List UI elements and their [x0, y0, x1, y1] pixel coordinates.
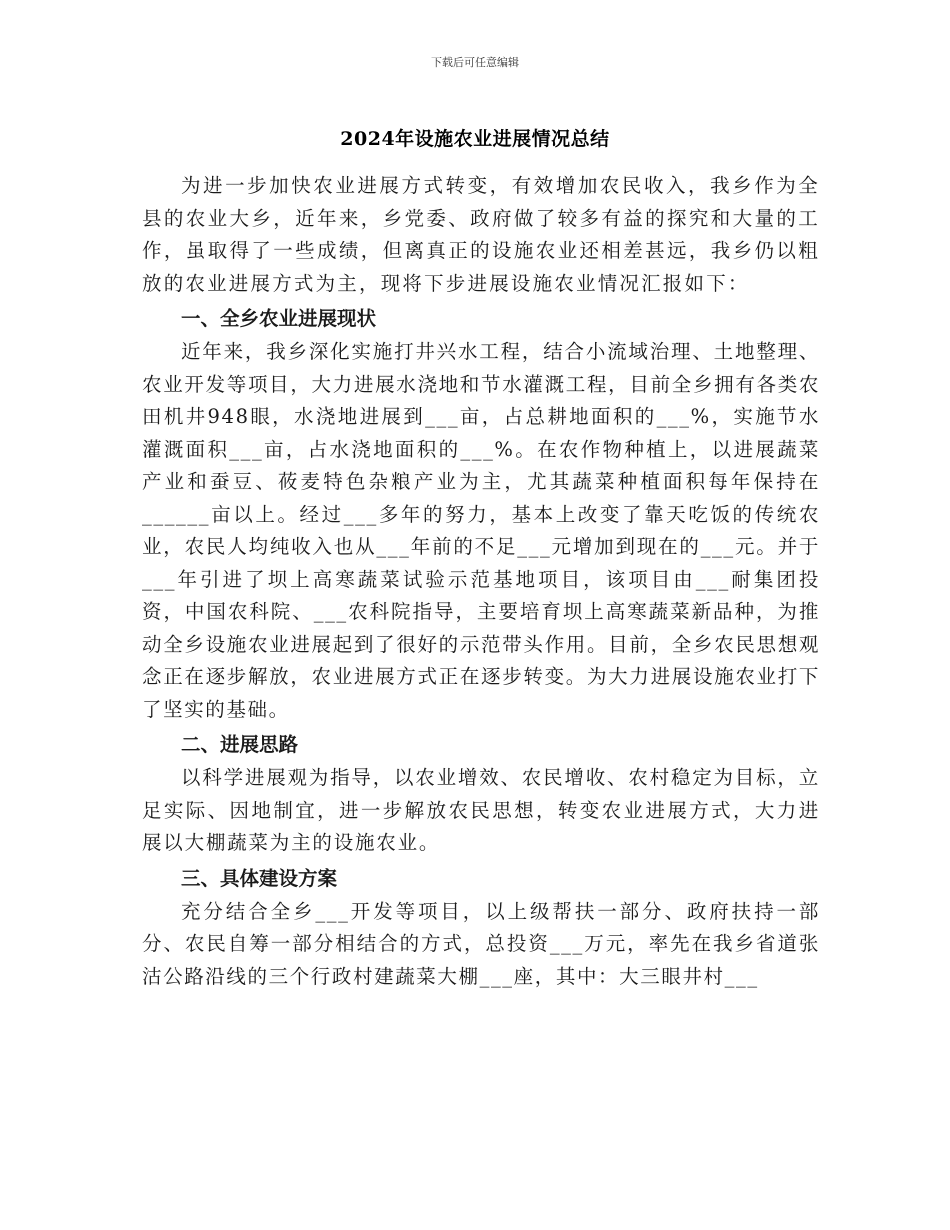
- section-text-plan: 充分结合全乡___开发等项目，以上级帮扶一部分、政府扶持一部分、农民自筹一部分相结合的方式，总投资___万元，率先在我乡省道张沽公路沿线的三个行政村建蔬菜大棚___座，其中：大三眼井村___: [142, 899, 820, 988]
- intro-paragraph: 为进一步加快农业进展方式转变，有效增加农民收入，我乡作为全县的农业大乡，近年来，乡党委、政府做了较多有益的探究和大量的工作，虽取得了一些成绩，但离真正的设施农业还相差甚远，我乡仍以粗放的农业进展方式为主，现将下步进展设施农业情况汇报如下：: [142, 174, 820, 295]
- section-text-approach: 以科学进展观为指导，以农业增效、农民增收、农村稳定为目标，立足实际、因地制宜，进一步解放农民思想，转变农业进展方式，大力进展以大棚蔬菜为主的设施农业。: [142, 766, 821, 854]
- document-body: [142, 170, 820, 993]
- section-text-status: 近年来，我乡深化实施打井兴水工程，结合小流域治理、土地整理、农业开发等项目，大力进展水浇地和节水灌溉工程，目前全乡拥有各类农田机井948眼，水浇地进展到___亩，占总耕地面积的___%，实施节水灌溉面积___亩，占水浇地面积的___%。在农作物种植上，以进展蔬菜产业和蚕豆、莜麦特色杂粮产业为主，尤其蔬菜种植面积每年保持在______亩以上。经过___多年的努力，基本上改变了靠天吃饭的传统农业，农民人均纯收入也从___年前的不足___元增加到现在的___元。并于___年引进了坝上高寒蔬菜试验示范基地项目，该项目由___耐集团投资，中国农科院、___农科院指导，主要培育坝上高寒蔬菜新品种，为推动全乡设施农业进展起到了很好的示范带头作用。目前，全乡农民思想观念正在逐步解放，农业进展方式正在逐步转变。为大力进展设施农业打下了坚实的基础。: [142, 340, 820, 721]
- header-note: 下载后可任意编辑: [431, 56, 519, 69]
- page-title: 2024年设施农业进展情况总结: [340, 128, 610, 150]
- section-heading-status: 一、全乡农业进展现状: [181, 307, 377, 330]
- section-heading-plan: 三、具体建设方案: [181, 866, 338, 890]
- section-heading-approach: 二、进展思路: [181, 733, 299, 756]
